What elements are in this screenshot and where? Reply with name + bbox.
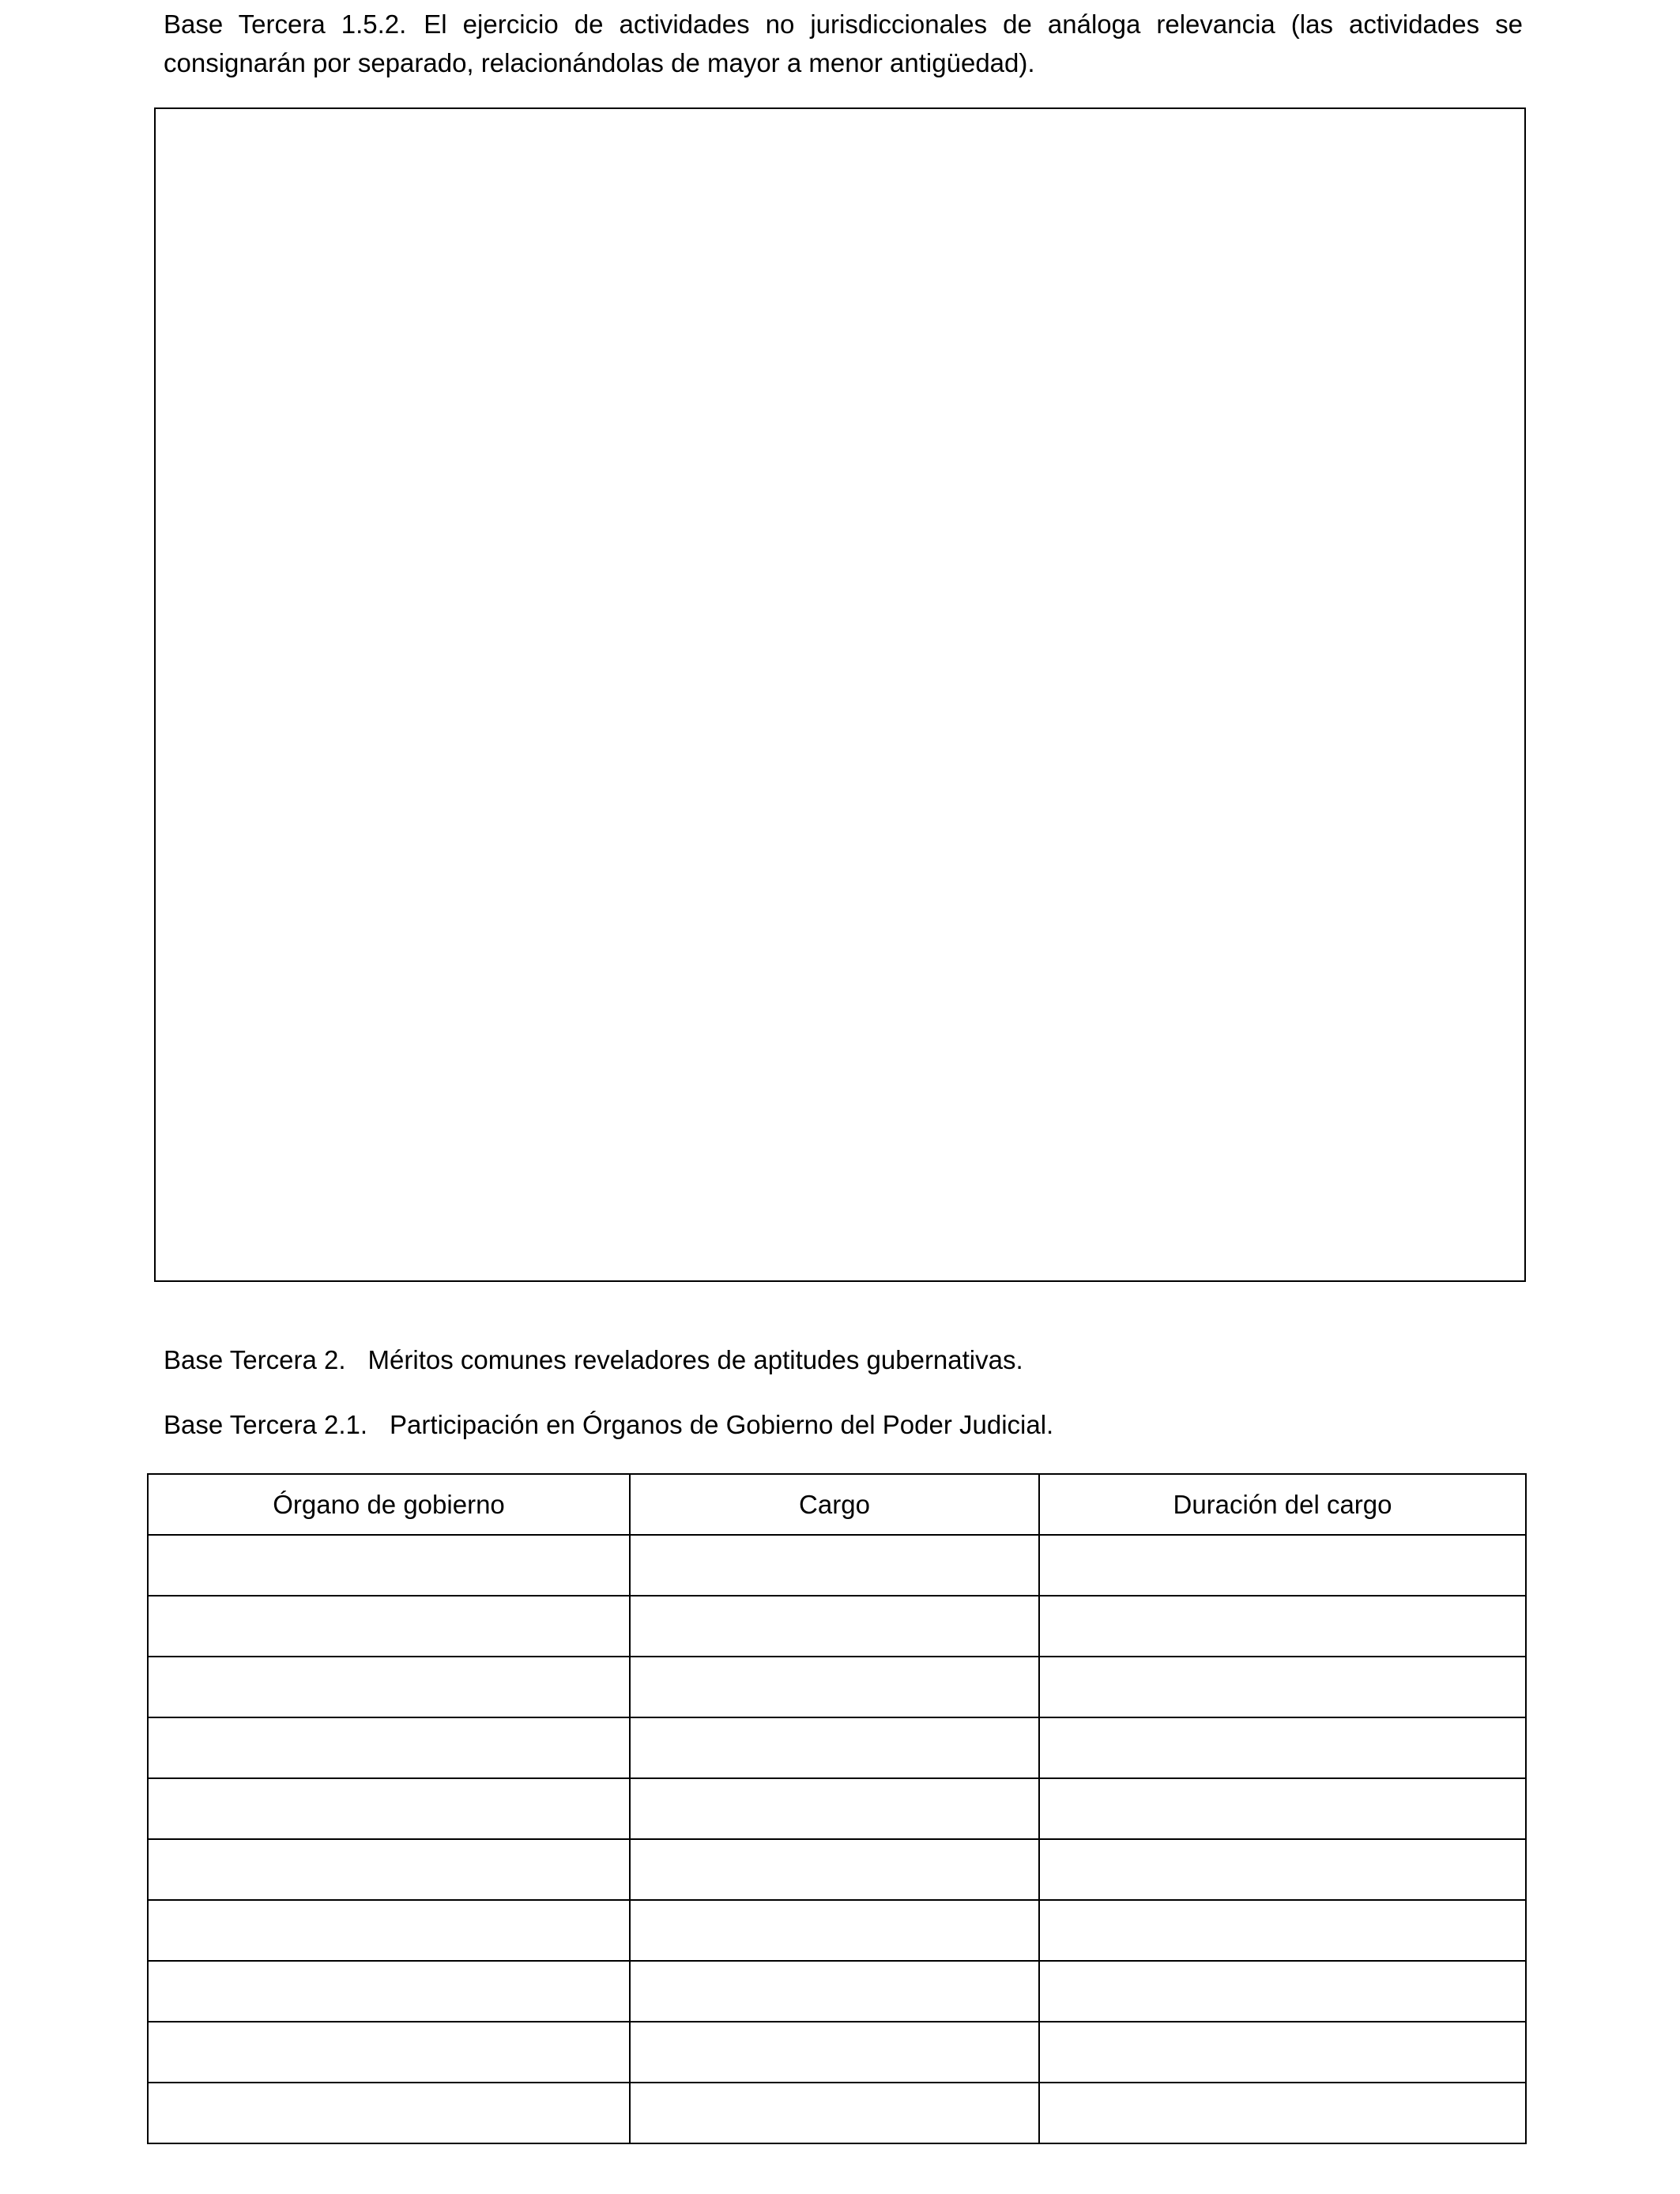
- organo-cell[interactable]: [148, 2083, 630, 2143]
- header-organo-de-gobierno: Órgano de gobierno: [148, 1474, 630, 1535]
- section-1-5-2-ref: Base Tercera 1.5.2.: [164, 9, 407, 39]
- table-row: [148, 1596, 1526, 1657]
- section-2-text: Méritos comunes reveladores de aptitudes gubernativas.: [367, 1345, 1023, 1374]
- table-row: [148, 1961, 1526, 2022]
- cargo-cell[interactable]: [630, 1778, 1039, 1839]
- cargo-cell[interactable]: [630, 2022, 1039, 2083]
- duracion-cell[interactable]: [1039, 1778, 1526, 1839]
- header-duracion-del-cargo: Duración del cargo: [1039, 1474, 1526, 1535]
- header-cargo: Cargo: [630, 1474, 1039, 1535]
- section-2-ref: Base Tercera 2.: [164, 1345, 346, 1374]
- organo-cell[interactable]: [148, 1839, 630, 1900]
- section-2-1-ref: Base Tercera 2.1.: [164, 1410, 368, 1439]
- activities-text-box[interactable]: [154, 107, 1526, 1282]
- organo-cell[interactable]: [148, 1778, 630, 1839]
- duracion-cell[interactable]: [1039, 1535, 1526, 1596]
- duracion-cell[interactable]: [1039, 1839, 1526, 1900]
- cargo-cell[interactable]: [630, 1596, 1039, 1657]
- duracion-cell[interactable]: [1039, 1717, 1526, 1778]
- organo-cell[interactable]: [148, 1717, 630, 1778]
- duracion-cell[interactable]: [1039, 2083, 1526, 2143]
- organo-cell[interactable]: [148, 2022, 630, 2083]
- duracion-cell[interactable]: [1039, 1657, 1526, 1717]
- section-2-1-text: Participación en Órganos de Gobierno del Poder Judicial.: [390, 1410, 1054, 1439]
- organo-cell[interactable]: [148, 1961, 630, 2022]
- section-1-5-2-text: El ejercicio de actividades no jurisdiccionales de análoga relevancia (las actividades se consignarán por separado, relacionándolas de mayor a menor antigüedad).: [164, 9, 1523, 77]
- table-row: [148, 2022, 1526, 2083]
- cargo-cell[interactable]: [630, 1535, 1039, 1596]
- organo-cell[interactable]: [148, 1596, 630, 1657]
- cargo-cell[interactable]: [630, 1717, 1039, 1778]
- cargo-cell[interactable]: [630, 1961, 1039, 2022]
- section-2-1-heading: [164, 1405, 1523, 1444]
- organo-cell[interactable]: [148, 1535, 630, 1596]
- table-row: [148, 1778, 1526, 1839]
- duracion-cell[interactable]: [1039, 1596, 1526, 1657]
- cargo-cell[interactable]: [630, 1657, 1039, 1717]
- table-row: [148, 1535, 1526, 1596]
- cargo-cell[interactable]: [630, 1839, 1039, 1900]
- government-bodies-table: [147, 1473, 1527, 2144]
- cargo-cell[interactable]: [630, 2083, 1039, 2143]
- duracion-cell[interactable]: [1039, 2022, 1526, 2083]
- duracion-cell[interactable]: [1039, 1961, 1526, 2022]
- organo-cell[interactable]: [148, 1900, 630, 1961]
- table-row: [148, 1657, 1526, 1717]
- section-2-heading: [164, 1340, 1523, 1379]
- table-row: [148, 2083, 1526, 2143]
- cargo-cell[interactable]: [630, 1900, 1039, 1961]
- section-1-5-2-paragraph: [164, 5, 1523, 82]
- table-row: [148, 1717, 1526, 1778]
- duracion-cell[interactable]: [1039, 1900, 1526, 1961]
- organo-cell[interactable]: [148, 1657, 630, 1717]
- table-header-row: [148, 1474, 1526, 1535]
- table-row: [148, 1900, 1526, 1961]
- table-row: [148, 1839, 1526, 1900]
